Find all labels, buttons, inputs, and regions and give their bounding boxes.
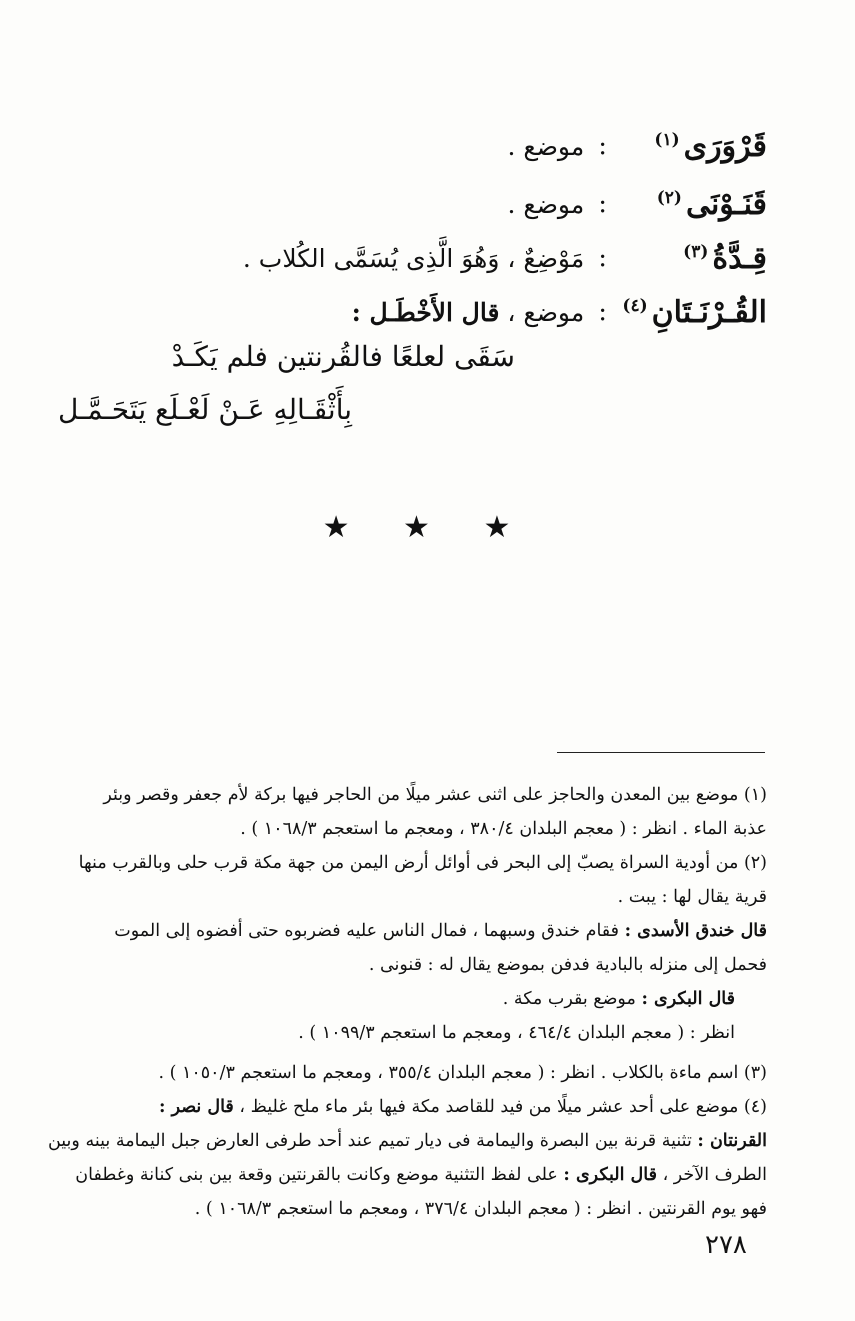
footnote-ref: (٢) <box>656 187 682 208</box>
footnote-2-line-3: قال خندق الأسدى : فقام خندق وسبهما ، فمال الناس عليه فضربوه حتى أفضوه إلى الموت <box>114 921 767 941</box>
footnote-2-line-1: (٢) من أودية السراة يصبّ إلى البحر فى أوائل أرض اليمن من جهة مكة قرب حلى وبالقرب منها <box>78 853 767 873</box>
footnote-ref: (١) <box>654 129 680 150</box>
entry-qurnatan <box>352 288 767 336</box>
footnote-4-line-2: القرنتان : تثنية قرنة بين البصرة واليمامة فى ديار تميم عند أحد طرفى العارض جبل اليمامة بينه وبين <box>47 1131 767 1151</box>
verse-line-1: سَقَى لعلعًا فالقُرنتين فلم يَكَـدْ <box>171 340 515 373</box>
footnote-2-line-6: انظر : ( معجم البلدان ٤٦٤/٤ ، ومعجم ما استعجم ١٠٩٩/٣ ) . <box>298 1023 735 1043</box>
footnote-divider <box>557 752 765 753</box>
footnote-4-line-3: الطرف الآخر ، قال البكرى : على لفظ التثنية موضع وكانت بالقرنتين وقعة بين بنى كنانة وغطفان <box>75 1165 767 1185</box>
entry-definition: موضع . <box>507 131 585 161</box>
entry-colon: : <box>598 189 607 219</box>
verse-line-2: بِأَثْقَـالِهِ عَـنْ لَعْـلَع يَتَحَـمَّـل <box>58 393 353 426</box>
footnote-ref: (٤) <box>622 295 648 316</box>
entry-qanawna <box>508 180 768 228</box>
footnote-2-line-4: فحمل إلى منزله بالبادية فدفن بموضع يقال له : قنونى . <box>368 955 767 975</box>
entry-term: قَرْوَرَى$^{(١)}$ <box>654 128 767 164</box>
footnote-3-line-1: (٣) اسم ماءة بالكلاب . انظر : ( معجم البلدان ٣٥٥/٤ ، ومعجم ما استعجم ١٠٥٠/٣ ) . <box>158 1063 767 1083</box>
entry-term: القُـرْنَـتَانِ$^{(٤)}$ <box>622 294 767 330</box>
entry-definition: مَوْضِعٌ ، وَهُوَ الَّذِى يُسَمَّى الكُلاب . <box>242 243 585 273</box>
entry-qidda <box>243 234 767 282</box>
entry-colon: : <box>598 131 607 161</box>
section-separator-stars: ★ ★ ★ <box>322 510 533 545</box>
entry-colon: : <box>598 297 607 327</box>
footnote-4-line-1: (٤) موضع على أحد عشر ميلًا من فيد للقاصد مكة فيها بئر ماء ملح غليظ ، قال نصر : <box>159 1097 767 1117</box>
footnote-1-line-2: عذبة الماء . انظر : ( معجم البلدان ٣٨٠/٤ ، ومعجم ما استعجم ١٠٦٨/٣ ) . <box>240 819 767 839</box>
entry-term: قِـدَّةُ$^{(٣)}$ <box>683 240 767 276</box>
entry-qarwara <box>508 122 768 170</box>
entry-definition: موضع ، قال الأَخْطَـل : <box>351 297 585 327</box>
entry-term: قَنَـوْنَى$^{(٢)}$ <box>656 186 767 222</box>
footnote-2-line-5: قال البكرى : موضع بقرب مكة . <box>502 989 735 1009</box>
page-number: ٢٧٨ <box>705 1230 747 1260</box>
footnote-1-line-1: (١) موضع بين المعدن والحاجز على اثنى عشر ميلًا من الحاجر فيها بركة لأم جعفر وقصر وبئر <box>103 785 767 805</box>
footnote-ref: (٣) <box>683 241 709 262</box>
footnote-2-line-2: قرية يقال لها : يبت . <box>617 887 767 907</box>
entry-definition: موضع . <box>507 189 585 219</box>
entry-colon: : <box>598 243 607 273</box>
footnote-4-line-4: فهو يوم القرنتين . انظر : ( معجم البلدان ٣٧٦/٤ ، ومعجم ما استعجم ١٠٦٨/٣ ) . <box>194 1199 767 1219</box>
poet-attribution: قال الأَخْطَـل : <box>351 297 500 327</box>
